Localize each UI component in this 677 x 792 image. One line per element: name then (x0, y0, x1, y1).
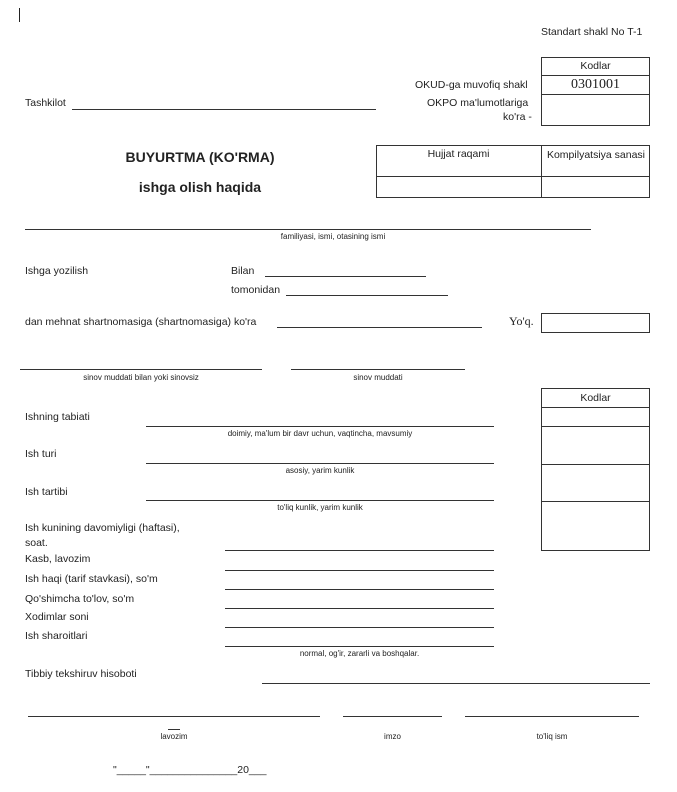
okpo-code-cell[interactable] (541, 94, 650, 126)
okud-code-cell[interactable] (541, 75, 650, 95)
kodlar-header-cell (541, 57, 650, 76)
code-cell-1[interactable] (541, 407, 650, 427)
position-signature-line[interactable] (28, 716, 320, 717)
nature-label: Ishning tabiati (25, 411, 90, 423)
compilation-date-cell[interactable] (542, 177, 649, 197)
okpo-label-1: OKPO ma'lumotlariga (427, 97, 529, 109)
code-cell-2[interactable] (541, 426, 650, 465)
bilan-line[interactable] (265, 276, 426, 277)
position-line[interactable] (225, 570, 494, 571)
duration-line[interactable] (225, 550, 494, 551)
compilation-date-header: Kompilyatsiya sanasi (546, 149, 646, 161)
sign-caption: imzo (384, 732, 401, 741)
sign-line[interactable] (343, 716, 442, 717)
tomonidan-line[interactable] (286, 295, 448, 296)
kodlar-header: Kodlar (580, 60, 611, 72)
organization-line[interactable] (72, 109, 376, 110)
yoq-box[interactable] (541, 313, 650, 333)
probation-line[interactable] (20, 369, 262, 370)
date-field[interactable]: "_____"_______________20___ (113, 764, 267, 776)
doc-number-cell[interactable] (377, 177, 540, 197)
conditions-line[interactable] (225, 646, 494, 647)
yoq-label: Yo'q. (509, 314, 534, 328)
position-label: Kasb, lavozim (25, 553, 91, 565)
medical-report-line[interactable] (262, 683, 650, 684)
medical-report-label: Tibbiy tekshiruv hisoboti (25, 668, 137, 680)
fio-line[interactable] (25, 229, 591, 230)
kodlar2-header-cell (541, 388, 650, 408)
type-caption: asosiy, yarim kunlik (285, 466, 355, 475)
okpo-label-2: ko'ra - (503, 111, 532, 123)
staff-count-label: Xodimlar soni (25, 611, 89, 623)
type-label: Ish turi (25, 448, 57, 460)
conditions-caption: normal, og'ir, zararli va boshqalar. (299, 649, 420, 658)
code-cell-3[interactable] (541, 464, 650, 502)
duration-label-2: soat. (25, 537, 48, 549)
schedule-label: Ish tartibi (25, 486, 68, 498)
staff-count-line[interactable] (225, 627, 494, 628)
text-cursor (19, 8, 20, 22)
salary-label: Ish haqi (tarif stavkasi), so'm (25, 573, 158, 585)
order-subtitle: ishga olish haqida (138, 179, 262, 195)
doc-number-header: Hujjat raqami (427, 148, 490, 160)
schedule-line[interactable] (146, 500, 494, 501)
nature-line[interactable] (146, 426, 494, 427)
hire-label: Ishga yozilish (25, 265, 89, 277)
okud-code: 0301001 (571, 77, 620, 92)
probation-period-caption: sinov muddati (353, 373, 403, 382)
full-name-line[interactable] (465, 716, 639, 717)
extra-payment-label: Qo'shimcha to'lov, so'm (25, 593, 135, 605)
position-caption: lavozim (160, 732, 188, 741)
code-cell-4[interactable] (541, 501, 650, 551)
organization-label: Tashkilot (25, 97, 66, 109)
contract-line[interactable] (277, 327, 482, 328)
type-line[interactable] (146, 463, 494, 464)
bilan-label: Bilan (231, 265, 255, 277)
salary-line[interactable] (225, 589, 494, 590)
okud-label: OKUD-ga muvofiq shakl (415, 79, 528, 91)
conditions-label: Ish sharoitlari (25, 630, 88, 642)
extra-payment-line[interactable] (225, 608, 494, 609)
probation-period-line[interactable] (291, 369, 465, 370)
nature-caption: doimiy, ma'lum bir davr uchun, vaqtincha, mavsumiy (227, 429, 413, 438)
duration-label-1: Ish kunining davomiyligi (haftasi), (25, 522, 180, 534)
schedule-caption: to'liq kunlik, yarim kunlik (277, 503, 363, 512)
probation-caption: sinov muddati bilan yoki sinovsiz (83, 373, 199, 382)
order-title: BUYURTMA (KO'RMA) (125, 149, 275, 165)
full-name-caption: to'liq ism (536, 732, 568, 741)
fio-caption: familiyasi, ismi, otasining ismi (280, 232, 386, 241)
tomonidan-label: tomonidan (231, 284, 281, 296)
kodlar2-header: Kodlar (580, 392, 611, 404)
form-number: Standart shakl No T-1 (541, 26, 643, 38)
contract-label: dan mehnat shartnomasiga (shartnomasiga) ko'ra (25, 316, 257, 328)
